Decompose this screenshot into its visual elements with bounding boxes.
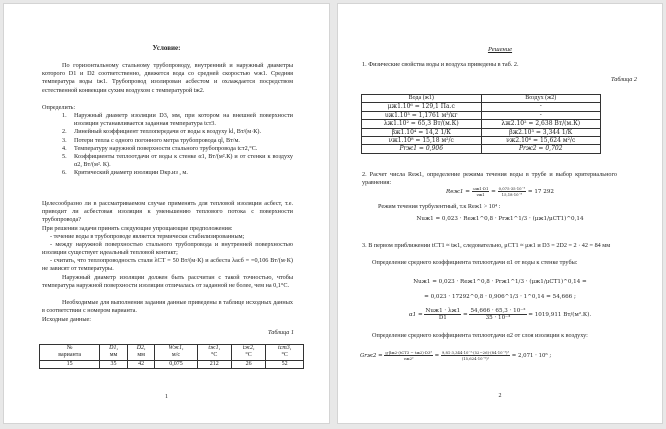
task-item: 4. Температуру наружной поверхности стального трубопровода tст2,°С. — [62, 144, 258, 152]
intro-paragraph: По горизонтальному стальному трубопроводу, внутренний и наружный диаметры которого D1 и D2 соответственно, движется вода со средней скоростью wж1. Средняя температура воды tж1. Трубопровод изолирован асбестом и охлаждается посредством естественной конвекции сухим воздухом с температурой tж2. — [42, 62, 293, 94]
task-item: 5. Коэффициенты теплоотдачи от воды к стенке α1, Вт/(м².К) и от стенки к воздуху α2, Вт/(м². К). — [62, 153, 293, 169]
page-title-condition: Условие: — [152, 44, 181, 52]
table-row — [362, 103, 601, 111]
table-cell: υж1.10³ = 1,1761 м³/кг — [362, 111, 482, 119]
nusselt-formula-2: Nuж1 = 0,023 · Reж1^0,8 · Prж1^1/3 · (μж1/μСТ1)^0,14 = — [413, 279, 587, 285]
table-cell: Prж1 = 0,906 — [362, 145, 482, 153]
table-2-caption: Таблица 2 — [611, 76, 637, 83]
table-header-row — [362, 95, 601, 103]
table-cell: Prж2 = 0,702 — [481, 145, 601, 153]
header-cell: Воздух (ж2) — [481, 95, 601, 103]
header-cell: tж2, °С — [231, 345, 265, 361]
source-data-table — [39, 344, 304, 369]
assumption-item: - между наружной поверхностью стального трубопровода и внутренней поверхностью изоляции существует идеальный тепловой контакт; — [42, 241, 293, 257]
data-note-paragraph: Необходимые для выполнения задания данные приведены в таблице исходных данных в соответствии с номером варианта. — [42, 299, 293, 315]
accuracy-paragraph: Наружный диаметр изоляции должен быть рассчитан с такой точностью, чтобы температура наружной поверхности изоляции отличалась от заданной не более, чем на 0,1°С. — [42, 274, 293, 290]
table-cell: 0,075 — [155, 360, 197, 368]
page-number: 1 — [165, 394, 168, 400]
task-item: 2. Линейный коэффициент теплопередачи от воды к воздуху kl, Вт/(м·К). — [62, 128, 262, 136]
header-cell: Вода (ж1) — [362, 95, 482, 103]
header-cell: D1, мм — [100, 345, 128, 361]
table-row — [362, 137, 601, 145]
step-1-text: 1. Физические свойства воды и воздуха приведены в таб. 2. — [362, 61, 519, 68]
task-item: 1. Наружный диаметр изоляции D3, мм, при котором на внешней поверхности изоляции устанавливается заданная температура tст3. — [62, 112, 293, 128]
question-paragraph: Целесообразно ли в рассматриваемом случае применять для тепловой изоляции асбест, т.е. приводит ли асбестовая изоляция к уменьшению теплового потока с поверхности трубопровода? — [42, 200, 293, 224]
table-cell: νж1.10⁸ = 15,18 м²/с — [362, 137, 482, 145]
header-cell: № варианта — [40, 345, 100, 361]
table-row — [362, 120, 601, 128]
alpha1-equation: α1 = $\frac{\text{Nuж1 · λж1}}{D1}$ = $\frac{\text{54,666 · 65,3 · 10⁻²}}{\text{35 · 10⁻³}}$ = 1019,911 Вт/(м².К). — [408, 308, 592, 321]
properties-table — [361, 94, 601, 154]
table-cell: 26 — [231, 360, 265, 368]
reynolds-equation: Reж1 = $\frac{\omega ж1\cdot D1}{\nu ж1}$ = $\frac{\text{0,075·35·10⁻³}}{\text{15,18·10⁻⁸}}$ = 17 292 — [446, 186, 554, 197]
table-cell: 35 — [100, 360, 128, 368]
table-cell: - — [481, 111, 601, 119]
table-cell: 52 — [266, 360, 304, 368]
assumption-item: - течение воды в трубопроводе является термически стабилизированным; — [50, 233, 245, 240]
header-cell: tж1, °С — [197, 345, 231, 361]
document-page-2 — [337, 3, 663, 424]
table-row — [362, 128, 601, 136]
table-cell: βж2.10³ = 3,344 1/К — [481, 128, 601, 136]
task-item: 3. Потери тепла с одного погонного метра трубопровода ql, Вт/м. — [62, 136, 240, 144]
table-row — [362, 111, 601, 119]
table-cell: βж1.10⁴ = 14,2 1/К — [362, 128, 482, 136]
assumption-item: - считать, что теплопроводность стали λСТ = 50 Вт/(м·К) и асбеста λасб = =0,106 Вт/(м·К) не зависят от температуры. — [42, 257, 293, 273]
table-1-caption: Таблица 1 — [268, 329, 294, 336]
table-cell: μж1.10⁶ = 129,1 Па.с — [362, 103, 482, 111]
document-page-1 — [3, 3, 330, 424]
table-cell: 212 — [197, 360, 231, 368]
table-cell: 42 — [127, 360, 155, 368]
table-header-row — [40, 345, 304, 361]
flow-regime-text: Режим течения турбулентный, т.к Reж1 > 10⁴ : — [378, 203, 501, 210]
task-list — [62, 112, 293, 178]
nusselt-calculation: = 0,023 · 17292^0,8 · 0,906^1/3 · 1^0,14 = 54,666 ; — [424, 294, 576, 300]
header-cell: Wж1, м/с — [155, 345, 197, 361]
task-item: 6. Критический диаметр изоляции Dкр.из , м. — [62, 169, 188, 177]
alpha1-label: Определение среднего коэффициента теплоотдачи α1 от воды к стенке трубы: — [372, 259, 578, 266]
source-data-label: Исходные данные: — [42, 316, 91, 323]
header-cell: D2, мм — [127, 345, 155, 361]
step-2-text: 2. Расчет числа Reж1, определение режима течения воды в трубе и выбор критериального уравнения: — [362, 171, 617, 187]
alpha2-label: Определение среднего коэффициента теплоотдачи α2 от слоя изоляции к воздуху: — [372, 332, 588, 339]
page-title-solution: Решение — [487, 46, 513, 53]
grashof-equation: Grж2 = $\frac{\text{g·βж2·(tСТ3 − tж2)·D3³}}{\text{νж2²}}$ = $\frac{\text{9,81·3,344·10⁻³·(52−26)·(84·10⁻³)³}}{\text{(15,624·10⁻⁶)²}}$ = 2,071 · 10⁶ ; — [360, 350, 552, 361]
table-cell: λж1.10² = 65,3 Вт/(м.К) — [362, 120, 482, 128]
nusselt-formula: Nuж1 = 0,023 · Reж1^0,8 · Prж1^1/3 · (μж1/μСТ1)^0,14 — [416, 216, 584, 222]
header-cell: tст3, °С — [266, 345, 304, 361]
page-number: 2 — [498, 393, 502, 399]
determine-label: Определить: — [42, 104, 76, 111]
table-cell: - — [481, 103, 601, 111]
table-row — [40, 360, 304, 368]
assumptions-label: При решении задачи принять следующие упрощающие предположения: — [42, 225, 233, 232]
table-row — [362, 145, 601, 153]
table-cell: 15 — [40, 360, 100, 368]
table-cell: νж2.10⁶ = 15,624 м²/с — [481, 137, 601, 145]
step-3-text: 3. В первом приближении tСТ1 ≈ tж1, следовательно, μСТ1 ≈ μж1 и D3 = 2D2 = 2 · 42 = 84 мм — [362, 242, 611, 249]
table-cell: λж2.10² = 2,638 Вт/(м.К) — [481, 120, 601, 128]
